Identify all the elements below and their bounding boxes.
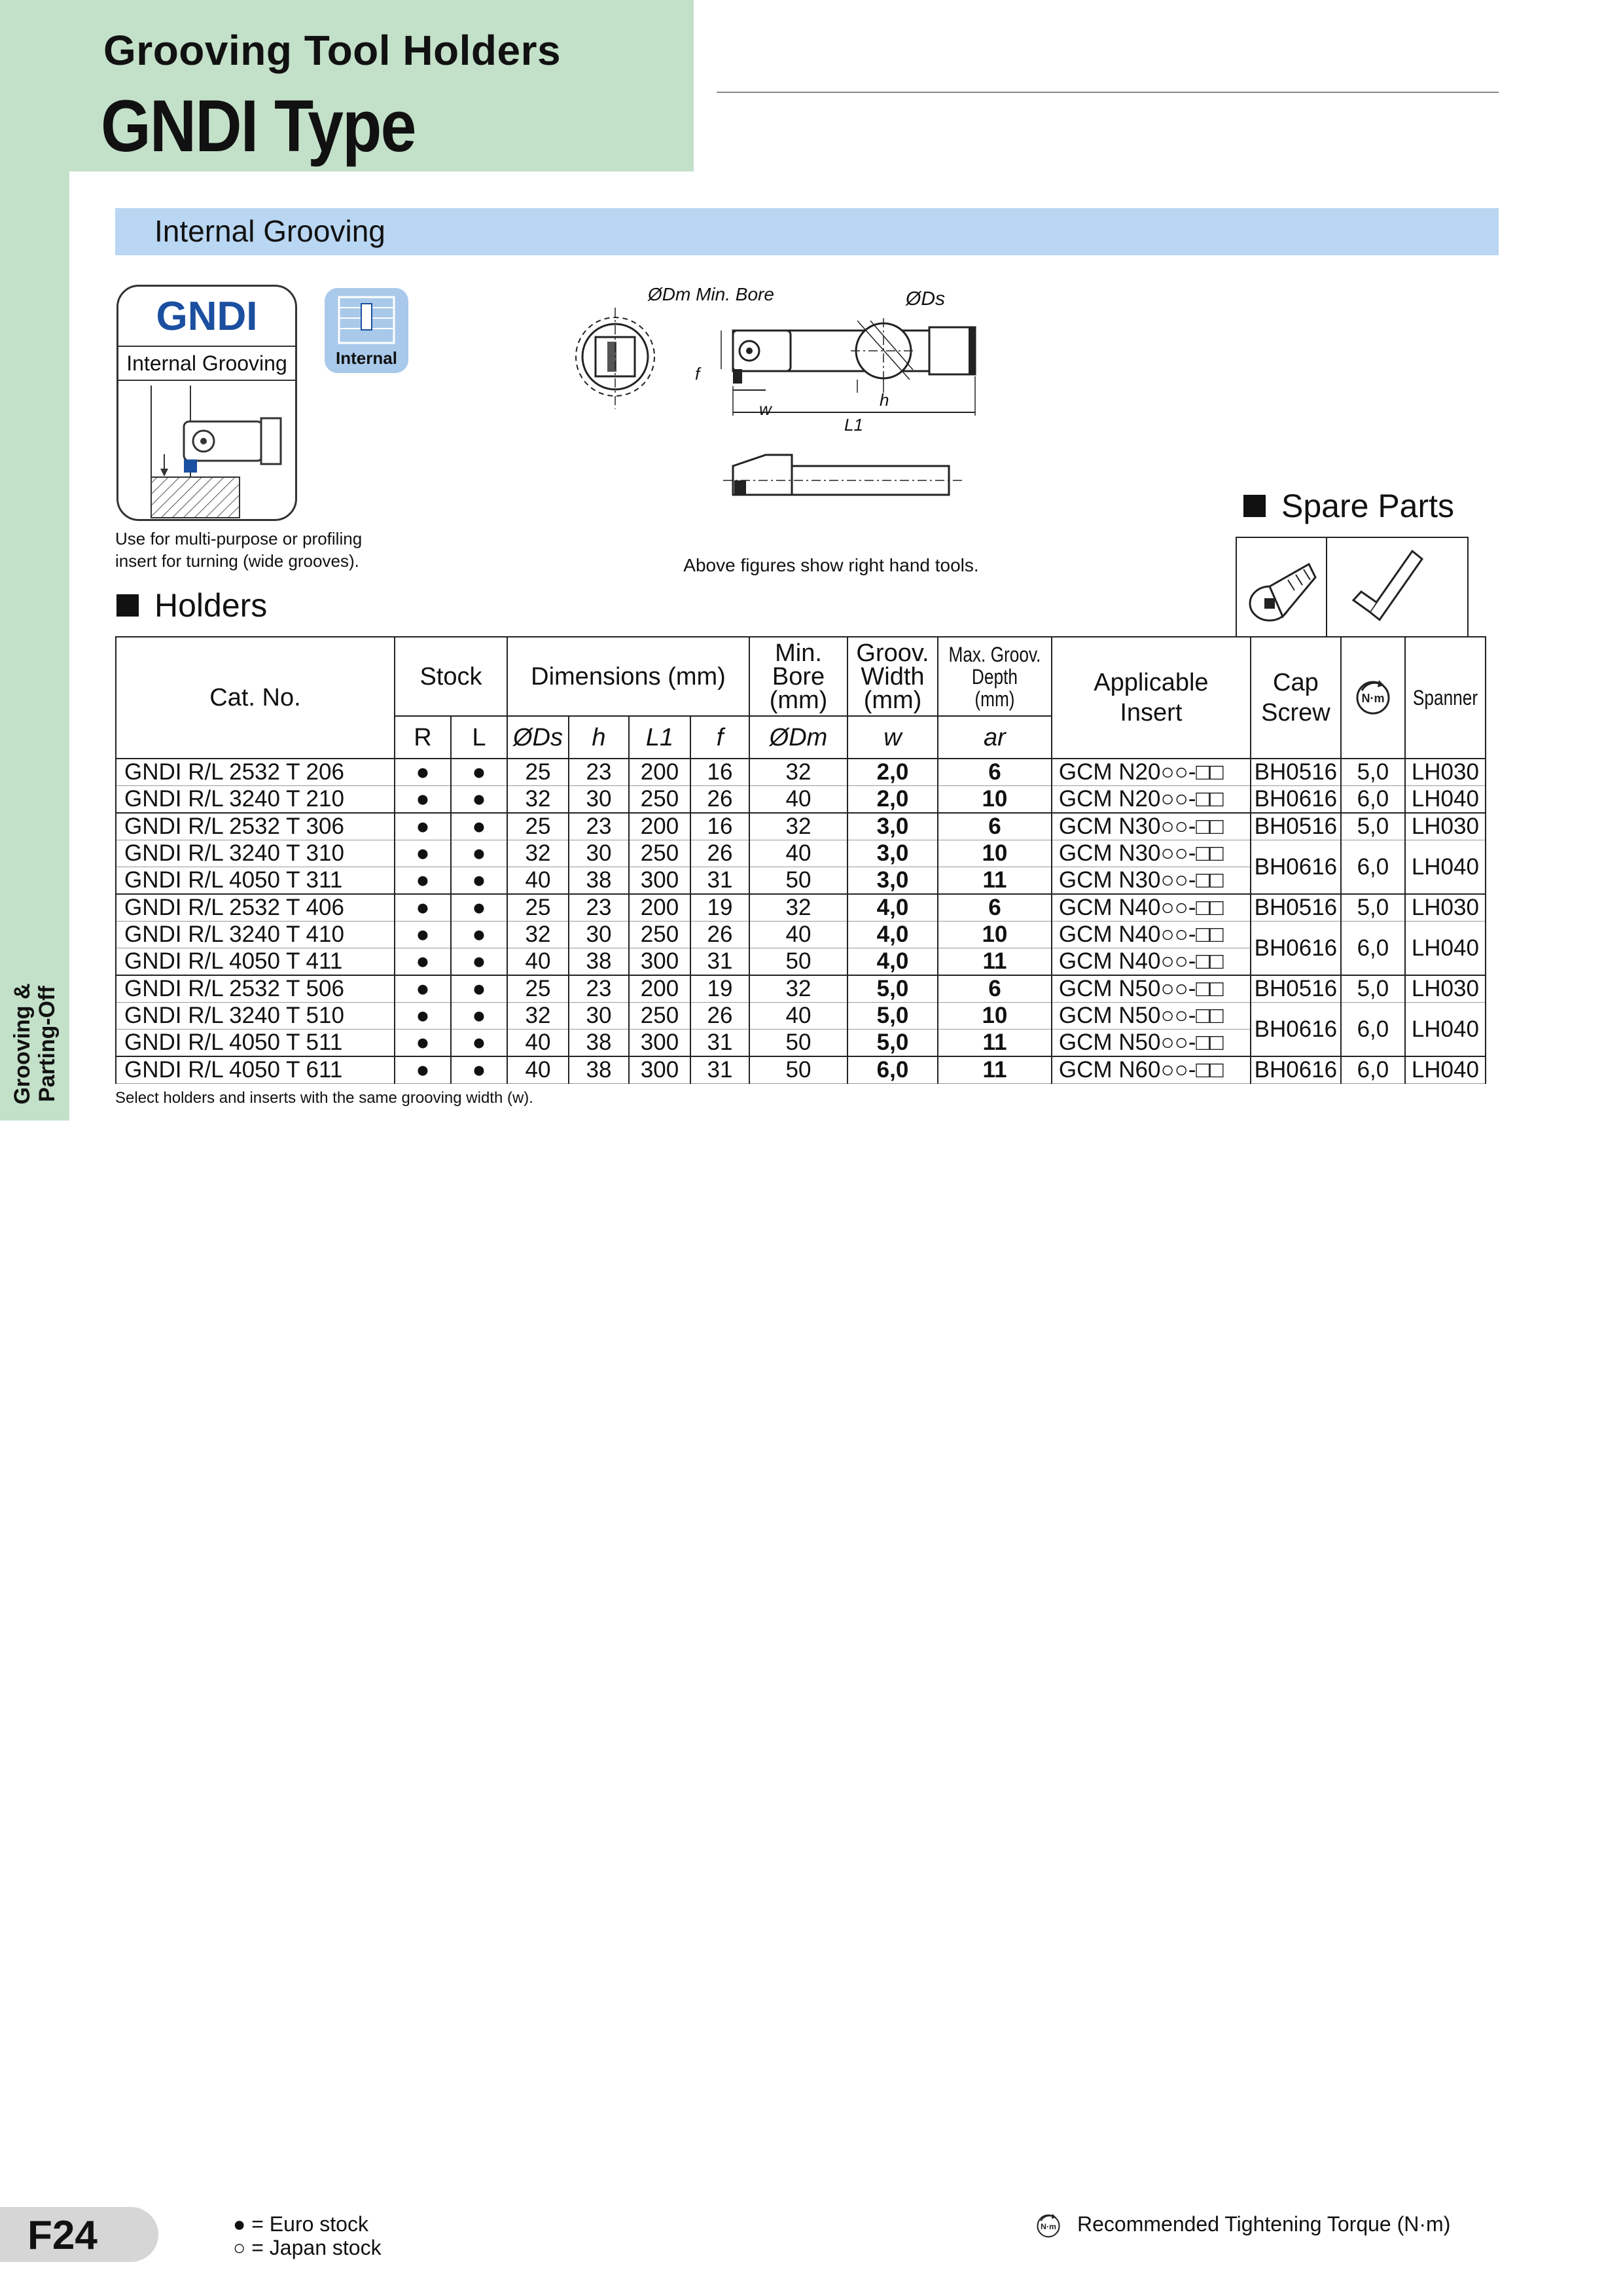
stock-l-cell: ● <box>451 867 507 895</box>
ar-cell: 6 <box>938 813 1052 840</box>
stock-r-cell: ● <box>395 759 451 786</box>
stock-l-cell: ● <box>451 948 507 976</box>
f-cell: 16 <box>690 813 749 840</box>
l1-cell: 300 <box>629 1030 690 1057</box>
torque-legend <box>1035 2212 1450 2239</box>
ds-cell: 25 <box>507 759 569 786</box>
header-cap-screw <box>1251 637 1341 759</box>
insert-cell: GCM N40○○-□□ <box>1052 894 1251 922</box>
use-note: Use for multi-purpose or profiling insert for turning (wide grooves). <box>115 529 363 571</box>
dm-cell: 32 <box>749 813 847 840</box>
side-tab-line1: Grooving & <box>10 983 35 1105</box>
cat-no-cell: GNDI R/L 2532 T 206 <box>116 759 395 786</box>
l1-cell: 250 <box>629 786 690 814</box>
l1-cell: 250 <box>629 840 690 867</box>
spanner-cell: LH040 <box>1405 1003 1486 1057</box>
header-groov-width-line2: Width <box>861 662 925 691</box>
subheader-r: R <box>395 716 451 759</box>
stock-r-cell: ● <box>395 948 451 976</box>
spare-parts-heading-text: Spare Parts <box>1281 488 1455 524</box>
spanner-cell: LH030 <box>1405 759 1486 786</box>
subheader-w: w <box>847 716 938 759</box>
dm-cell: 50 <box>749 948 847 976</box>
legend-japan-stock: ○ = Japan stock <box>233 2236 382 2259</box>
section-title: Internal Grooving <box>154 214 385 248</box>
torque-cell: 5,0 <box>1341 975 1405 1003</box>
ds-cell: 25 <box>507 975 569 1003</box>
stock-l-cell: ● <box>451 1056 507 1084</box>
header-rule <box>717 92 1499 93</box>
f-cell: 31 <box>690 1030 749 1057</box>
subheader-ar: ar <box>938 716 1052 759</box>
cat-no-cell: GNDI R/L 3240 T 310 <box>116 840 395 867</box>
header-min-bore-line1: Min. <box>775 639 822 667</box>
internal-machining-icon <box>325 288 408 347</box>
ds-label: ØDs <box>906 288 945 310</box>
ds-cell: 32 <box>507 786 569 814</box>
header-stock: Stock <box>395 637 507 716</box>
torque-icon <box>1354 679 1392 717</box>
w-cell: 4,0 <box>847 894 938 922</box>
internal-grooving-icon <box>118 382 295 520</box>
torque-cell: 6,0 <box>1341 1056 1405 1084</box>
l1-cell: 200 <box>629 975 690 1003</box>
type-title: GNDI Type <box>101 85 416 167</box>
square-bullet-icon <box>1243 495 1266 517</box>
torque-icon-label: N·m <box>1040 2221 1057 2231</box>
spanner-cell: LH040 <box>1405 1056 1486 1084</box>
h-cell: 23 <box>569 759 629 786</box>
ds-cell: 40 <box>507 948 569 976</box>
ar-cell: 10 <box>938 786 1052 814</box>
subheader-l: L <box>451 716 507 759</box>
stock-r-cell: ● <box>395 1056 451 1084</box>
header-max-depth-line3: (mm) <box>974 687 1015 711</box>
stock-r-cell: ● <box>395 975 451 1003</box>
l1-cell: 200 <box>629 894 690 922</box>
f-cell: 26 <box>690 786 749 814</box>
torque-cell: 6,0 <box>1341 922 1405 976</box>
table-row <box>116 922 1486 948</box>
dm-cell: 50 <box>749 1056 847 1084</box>
spanner-cell: LH030 <box>1405 975 1486 1003</box>
header-torque <box>1341 637 1405 759</box>
holders-heading <box>116 586 267 624</box>
subheader-h: h <box>569 716 629 759</box>
l1-cell: 250 <box>629 1003 690 1030</box>
stock-l-cell: ● <box>451 922 507 948</box>
h-cell: 38 <box>569 1056 629 1084</box>
w-cell: 3,0 <box>847 813 938 840</box>
screw-cell: BH0516 <box>1251 894 1341 922</box>
w-cell: 5,0 <box>847 1030 938 1057</box>
w-cell: 3,0 <box>847 840 938 867</box>
internal-badge-label: Internal <box>336 348 397 368</box>
table-row <box>116 786 1486 814</box>
h-cell: 30 <box>569 840 629 867</box>
insert-cell: GCM N50○○-□□ <box>1052 975 1251 1003</box>
f-cell: 19 <box>690 975 749 1003</box>
header-min-bore-line2: Bore <box>772 662 825 691</box>
header-cat-no: Cat. No. <box>116 637 395 759</box>
cat-no-cell: GNDI R/L 3240 T 210 <box>116 786 395 814</box>
gndi-card <box>116 285 297 521</box>
cat-no-cell: GNDI R/L 2532 T 506 <box>116 975 395 1003</box>
dm-cell: 32 <box>749 759 847 786</box>
cat-no-cell: GNDI R/L 4050 T 311 <box>116 867 395 895</box>
header-max-depth-line1: Max. Groov. <box>948 642 1041 666</box>
header-screw-line2: Screw <box>1261 699 1330 726</box>
f-label: f <box>695 364 700 384</box>
stock-r-cell: ● <box>395 840 451 867</box>
stock-l-cell: ● <box>451 975 507 1003</box>
insert-cell: GCM N50○○-□□ <box>1052 1030 1251 1057</box>
card-title: GNDI <box>156 294 258 339</box>
torque-cell: 5,0 <box>1341 813 1405 840</box>
dm-cell: 32 <box>749 894 847 922</box>
l1-cell: 250 <box>629 922 690 948</box>
table-row <box>116 1056 1486 1084</box>
dm-cell: 40 <box>749 922 847 948</box>
screw-cell: BH0616 <box>1251 840 1341 895</box>
header-groov-width-line1: Groov. <box>856 639 929 667</box>
torque-cell: 6,0 <box>1341 1003 1405 1057</box>
ds-cell: 40 <box>507 867 569 895</box>
f-cell: 31 <box>690 948 749 976</box>
header-groov-width-line3: (mm) <box>863 686 922 714</box>
header-groov-width <box>847 637 938 716</box>
screw-cell: BH0616 <box>1251 1056 1341 1084</box>
screw-cell: BH0616 <box>1251 922 1341 976</box>
insert-cell: GCM N30○○-□□ <box>1052 840 1251 867</box>
figure-note: Above figures show right hand tools. <box>683 555 979 575</box>
stock-r-cell: ● <box>395 786 451 814</box>
f-cell: 26 <box>690 1003 749 1030</box>
header-screw-line1: Cap <box>1273 669 1319 696</box>
cat-no-cell: GNDI R/L 4050 T 611 <box>116 1056 395 1084</box>
square-bullet-icon <box>116 594 139 617</box>
header-insert-line2: Insert <box>1120 699 1183 726</box>
w-cell: 3,0 <box>847 867 938 895</box>
screw-cell: BH0516 <box>1251 759 1341 786</box>
insert-cell: GCM N20○○-□□ <box>1052 786 1251 814</box>
spanner-cell: LH040 <box>1405 922 1486 976</box>
stock-r-cell: ● <box>395 894 451 922</box>
stock-r-cell: ● <box>395 867 451 895</box>
spanner-cell: LH040 <box>1405 840 1486 895</box>
header-applicable-insert <box>1052 637 1251 759</box>
ds-cell: 40 <box>507 1030 569 1057</box>
insert-cell: GCM N60○○-□□ <box>1052 1056 1251 1084</box>
side-tab-line2: Parting-Off <box>35 986 60 1102</box>
h-cell: 23 <box>569 894 629 922</box>
header-dimensions: Dimensions (mm) <box>507 637 749 716</box>
stock-r-cell: ● <box>395 1003 451 1030</box>
table-row <box>116 759 1486 786</box>
torque-cell: 6,0 <box>1341 786 1405 814</box>
w-cell: 2,0 <box>847 759 938 786</box>
subheader-ds: ØDs <box>507 716 569 759</box>
h-cell: 30 <box>569 1003 629 1030</box>
ar-cell: 10 <box>938 1003 1052 1030</box>
table-row <box>116 840 1486 867</box>
w-cell: 4,0 <box>847 948 938 976</box>
h-label: h <box>880 390 889 410</box>
dm-cell: 40 <box>749 786 847 814</box>
stock-l-cell: ● <box>451 759 507 786</box>
stock-r-cell: ● <box>395 922 451 948</box>
w-cell: 4,0 <box>847 922 938 948</box>
subheader-f: f <box>690 716 749 759</box>
ds-cell: 25 <box>507 894 569 922</box>
l1-cell: 200 <box>629 813 690 840</box>
holders-table <box>115 636 1486 1084</box>
ds-cell: 32 <box>507 840 569 867</box>
insert-cell: GCM N30○○-□□ <box>1052 867 1251 895</box>
ar-cell: 6 <box>938 759 1052 786</box>
ar-cell: 10 <box>938 922 1052 948</box>
l1-cell: 300 <box>629 1056 690 1084</box>
torque-icon <box>1035 2213 1061 2239</box>
spanner-cell: LH040 <box>1405 786 1486 814</box>
insert-cell: GCM N20○○-□□ <box>1052 759 1251 786</box>
f-cell: 16 <box>690 759 749 786</box>
header-max-depth <box>938 637 1052 716</box>
l1-label: L1 <box>844 415 863 435</box>
w-cell: 5,0 <box>847 975 938 1003</box>
w-cell: 6,0 <box>847 1056 938 1084</box>
dm-cell: 40 <box>749 840 847 867</box>
w-cell: 5,0 <box>847 1003 938 1030</box>
torque-icon-label: N·m <box>1361 692 1385 705</box>
table-row <box>116 813 1486 840</box>
dm-cell: 50 <box>749 867 847 895</box>
insert-cell: GCM N40○○-□□ <box>1052 948 1251 976</box>
header-spanner <box>1405 637 1486 759</box>
stock-l-cell: ● <box>451 786 507 814</box>
l1-cell: 300 <box>629 867 690 895</box>
holders-heading-text: Holders <box>154 587 268 624</box>
torque-legend-text: Recommended Tightening Torque (N·m) <box>1077 2212 1451 2236</box>
dm-cell: 40 <box>749 1003 847 1030</box>
ds-cell: 25 <box>507 813 569 840</box>
spanner-cell: LH030 <box>1405 894 1486 922</box>
h-cell: 23 <box>569 813 629 840</box>
h-cell: 23 <box>569 975 629 1003</box>
subheader-dm: ØDm <box>749 716 847 759</box>
table-row <box>116 975 1486 1003</box>
f-cell: 26 <box>690 922 749 948</box>
ds-cell: 32 <box>507 1003 569 1030</box>
ds-cell: 32 <box>507 922 569 948</box>
f-cell: 19 <box>690 894 749 922</box>
header-spanner-text: Spanner <box>1412 686 1478 709</box>
holder-dimension-figure <box>569 281 988 543</box>
torque-cell: 6,0 <box>1341 840 1405 895</box>
header-min-bore-line3: (mm) <box>769 686 828 714</box>
spanner-cell: LH030 <box>1405 813 1486 840</box>
h-cell: 38 <box>569 867 629 895</box>
hex-spanner-icon <box>1334 545 1465 630</box>
table-row <box>116 894 1486 922</box>
side-tab-label <box>10 983 60 1104</box>
dm-label: ØDm Min. Bore <box>648 284 774 304</box>
stock-r-cell: ● <box>395 1030 451 1057</box>
w-label: w <box>759 399 772 419</box>
side-tab[interactable] <box>0 969 69 1119</box>
stock-l-cell: ● <box>451 894 507 922</box>
ar-cell: 11 <box>938 867 1052 895</box>
table-note: Select holders and inserts with the same grooving width (w). <box>115 1089 533 1107</box>
stock-r-cell: ● <box>395 813 451 840</box>
ar-cell: 11 <box>938 1056 1052 1084</box>
screw-cell: BH0516 <box>1251 813 1341 840</box>
spare-parts-icons <box>1236 537 1469 636</box>
ar-cell: 11 <box>938 1030 1052 1057</box>
header-min-bore <box>749 637 847 716</box>
legend-euro-stock: ● = Euro stock <box>233 2212 368 2236</box>
h-cell: 38 <box>569 1030 629 1057</box>
subheader-l1: L1 <box>629 716 690 759</box>
cat-no-cell: GNDI R/L 2532 T 306 <box>116 813 395 840</box>
h-cell: 30 <box>569 922 629 948</box>
torque-cell: 5,0 <box>1341 759 1405 786</box>
stock-l-cell: ● <box>451 840 507 867</box>
table-row <box>116 1003 1486 1030</box>
torque-cell: 5,0 <box>1341 894 1405 922</box>
insert-cell: GCM N50○○-□□ <box>1052 1003 1251 1030</box>
header-insert-line1: Applicable <box>1094 669 1209 696</box>
l1-cell: 200 <box>629 759 690 786</box>
stock-l-cell: ● <box>451 1030 507 1057</box>
ar-cell: 10 <box>938 840 1052 867</box>
f-cell: 31 <box>690 1056 749 1084</box>
dm-cell: 32 <box>749 975 847 1003</box>
cat-no-cell: GNDI R/L 4050 T 411 <box>116 948 395 976</box>
ar-cell: 11 <box>938 948 1052 976</box>
cat-no-cell: GNDI R/L 3240 T 510 <box>116 1003 395 1030</box>
h-cell: 30 <box>569 786 629 814</box>
f-cell: 26 <box>690 840 749 867</box>
cat-no-cell: GNDI R/L 3240 T 410 <box>116 922 395 948</box>
insert-cell: GCM N30○○-□□ <box>1052 813 1251 840</box>
spare-parts-heading <box>1243 487 1454 525</box>
h-cell: 38 <box>569 948 629 976</box>
screw-cell: BH0616 <box>1251 1003 1341 1057</box>
l1-cell: 300 <box>629 948 690 976</box>
table-header-row <box>116 637 1486 716</box>
insert-cell: GCM N40○○-□□ <box>1052 922 1251 948</box>
header-max-depth-line2: Depth <box>971 664 1018 689</box>
ar-cell: 6 <box>938 975 1052 1003</box>
ar-cell: 6 <box>938 894 1052 922</box>
dm-cell: 50 <box>749 1030 847 1057</box>
page-title: Grooving Tool Holders <box>103 27 562 74</box>
w-cell: 2,0 <box>847 786 938 814</box>
f-cell: 31 <box>690 867 749 895</box>
cap-screw-icon <box>1243 545 1322 630</box>
screw-cell: BH0516 <box>1251 975 1341 1003</box>
stock-l-cell: ● <box>451 813 507 840</box>
card-subtitle: Internal Grooving <box>118 346 295 381</box>
cat-no-cell: GNDI R/L 4050 T 511 <box>116 1030 395 1057</box>
ds-cell: 40 <box>507 1056 569 1084</box>
internal-badge <box>325 288 408 373</box>
stock-l-cell: ● <box>451 1003 507 1030</box>
screw-cell: BH0616 <box>1251 786 1341 814</box>
cat-no-cell: GNDI R/L 2532 T 406 <box>116 894 395 922</box>
page-number: F24 <box>27 2213 98 2258</box>
